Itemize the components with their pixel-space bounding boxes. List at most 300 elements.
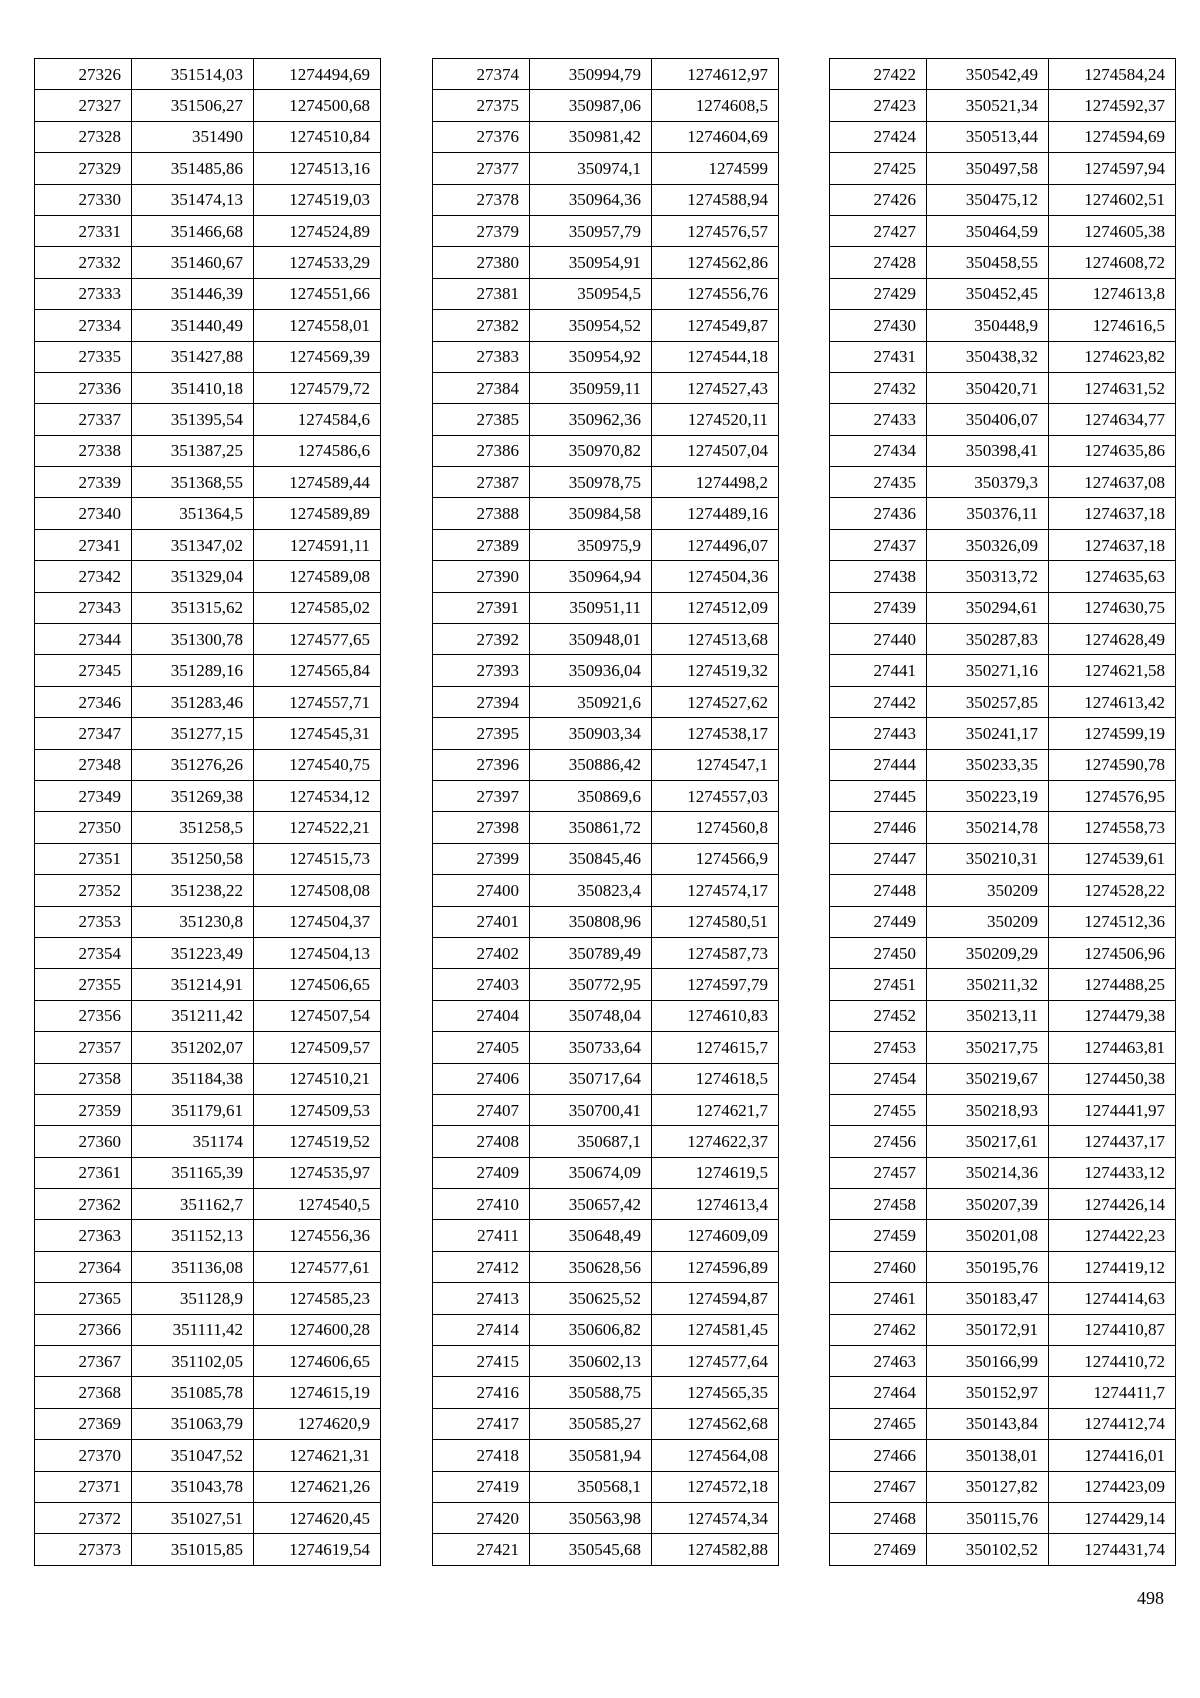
y-coordinate-cell: 1274419,12 <box>1049 1251 1176 1282</box>
x-coordinate-cell: 350954,5 <box>530 278 652 309</box>
y-coordinate-cell: 1274622,37 <box>652 1126 779 1157</box>
x-coordinate-cell: 350700,41 <box>530 1094 652 1125</box>
point-number-cell: 27368 <box>35 1377 132 1408</box>
y-coordinate-cell: 1274411,7 <box>1049 1377 1176 1408</box>
point-number-cell: 27331 <box>35 215 132 246</box>
y-coordinate-cell: 1274431,74 <box>1049 1534 1176 1565</box>
x-coordinate-cell: 350962,36 <box>530 404 652 435</box>
table-row <box>433 341 779 372</box>
y-coordinate-cell: 1274494,69 <box>254 59 381 90</box>
point-number-cell: 27355 <box>35 969 132 1000</box>
x-coordinate-cell: 350464,59 <box>927 215 1049 246</box>
y-coordinate-cell: 1274621,7 <box>652 1094 779 1125</box>
y-coordinate-cell: 1274508,08 <box>254 875 381 906</box>
y-coordinate-cell: 1274549,87 <box>652 310 779 341</box>
x-coordinate-cell: 350497,58 <box>927 153 1049 184</box>
y-coordinate-cell: 1274600,28 <box>254 1314 381 1345</box>
point-number-cell: 27469 <box>830 1534 927 1565</box>
point-number-cell: 27421 <box>433 1534 530 1565</box>
x-coordinate-cell: 351162,7 <box>132 1189 254 1220</box>
x-coordinate-cell: 350211,32 <box>927 969 1049 1000</box>
x-coordinate-cell: 350172,91 <box>927 1314 1049 1345</box>
point-number-cell: 27394 <box>433 686 530 717</box>
point-number-cell: 27457 <box>830 1157 927 1188</box>
point-number-cell: 27441 <box>830 655 927 686</box>
point-number-cell: 27398 <box>433 812 530 843</box>
y-coordinate-cell: 1274504,36 <box>652 561 779 592</box>
point-number-cell: 27416 <box>433 1377 530 1408</box>
table-row <box>35 749 381 780</box>
y-coordinate-cell: 1274574,17 <box>652 875 779 906</box>
x-coordinate-cell: 350376,11 <box>927 498 1049 529</box>
x-coordinate-cell: 350152,97 <box>927 1377 1049 1408</box>
y-coordinate-cell: 1274604,69 <box>652 121 779 152</box>
x-coordinate-cell: 350326,09 <box>927 529 1049 560</box>
coordinate-table-2 <box>432 58 779 1566</box>
x-coordinate-cell: 350513,44 <box>927 121 1049 152</box>
x-coordinate-cell: 350808,96 <box>530 906 652 937</box>
y-coordinate-cell: 1274637,08 <box>1049 467 1176 498</box>
table-row <box>433 1000 779 1031</box>
y-coordinate-cell: 1274534,12 <box>254 780 381 811</box>
table-row <box>433 780 779 811</box>
point-number-cell: 27452 <box>830 1000 927 1031</box>
y-coordinate-cell: 1274509,57 <box>254 1032 381 1063</box>
point-number-cell: 27339 <box>35 467 132 498</box>
x-coordinate-cell: 350921,6 <box>530 686 652 717</box>
y-coordinate-cell: 1274423,09 <box>1049 1471 1176 1502</box>
point-number-cell: 27428 <box>830 247 927 278</box>
table-row <box>35 1189 381 1220</box>
point-number-cell: 27370 <box>35 1440 132 1471</box>
point-number-cell: 27453 <box>830 1032 927 1063</box>
table-row <box>433 121 779 152</box>
table-row <box>35 435 381 466</box>
y-coordinate-cell: 1274565,35 <box>652 1377 779 1408</box>
point-number-cell: 27414 <box>433 1314 530 1345</box>
y-coordinate-cell: 1274610,83 <box>652 1000 779 1031</box>
y-coordinate-cell: 1274597,79 <box>652 969 779 1000</box>
x-coordinate-cell: 351174 <box>132 1126 254 1157</box>
y-coordinate-cell: 1274539,61 <box>1049 843 1176 874</box>
table-row <box>830 1000 1176 1031</box>
x-coordinate-cell: 350657,42 <box>530 1189 652 1220</box>
point-number-cell: 27335 <box>35 341 132 372</box>
x-coordinate-cell: 350218,93 <box>927 1094 1049 1125</box>
table-body <box>830 59 1176 1566</box>
x-coordinate-cell: 350475,12 <box>927 184 1049 215</box>
x-coordinate-cell: 350398,41 <box>927 435 1049 466</box>
table-row <box>433 1440 779 1471</box>
y-coordinate-cell: 1274618,5 <box>652 1063 779 1094</box>
table-row <box>830 937 1176 968</box>
y-coordinate-cell: 1274589,08 <box>254 561 381 592</box>
table-row <box>35 184 381 215</box>
y-coordinate-cell: 1274637,18 <box>1049 498 1176 529</box>
y-coordinate-cell: 1274594,69 <box>1049 121 1176 152</box>
y-coordinate-cell: 1274612,97 <box>652 59 779 90</box>
table-body <box>35 59 381 1566</box>
table-row <box>433 718 779 749</box>
y-coordinate-cell: 1274507,04 <box>652 435 779 466</box>
x-coordinate-cell: 350588,75 <box>530 1377 652 1408</box>
point-number-cell: 27328 <box>35 121 132 152</box>
point-number-cell: 27356 <box>35 1000 132 1031</box>
y-coordinate-cell: 1274599 <box>652 153 779 184</box>
y-coordinate-cell: 1274615,19 <box>254 1377 381 1408</box>
point-number-cell: 27384 <box>433 372 530 403</box>
table-row <box>35 1346 381 1377</box>
point-number-cell: 27346 <box>35 686 132 717</box>
y-coordinate-cell: 1274551,66 <box>254 278 381 309</box>
table-row <box>35 906 381 937</box>
x-coordinate-cell: 351063,79 <box>132 1408 254 1439</box>
y-coordinate-cell: 1274585,02 <box>254 592 381 623</box>
x-coordinate-cell: 350951,11 <box>530 592 652 623</box>
x-coordinate-cell: 350861,72 <box>530 812 652 843</box>
point-number-cell: 27450 <box>830 937 927 968</box>
y-coordinate-cell: 1274412,74 <box>1049 1408 1176 1439</box>
y-coordinate-cell: 1274498,2 <box>652 467 779 498</box>
y-coordinate-cell: 1274519,03 <box>254 184 381 215</box>
point-number-cell: 27419 <box>433 1471 530 1502</box>
y-coordinate-cell: 1274410,87 <box>1049 1314 1176 1345</box>
point-number-cell: 27438 <box>830 561 927 592</box>
table-row <box>35 686 381 717</box>
y-coordinate-cell: 1274620,45 <box>254 1502 381 1533</box>
point-number-cell: 27358 <box>35 1063 132 1094</box>
x-coordinate-cell: 351111,42 <box>132 1314 254 1345</box>
table-row <box>433 1032 779 1063</box>
x-coordinate-cell: 350748,04 <box>530 1000 652 1031</box>
point-number-cell: 27424 <box>830 121 927 152</box>
coordinate-table-3 <box>829 58 1176 1566</box>
y-coordinate-cell: 1274586,6 <box>254 435 381 466</box>
x-coordinate-cell: 350287,83 <box>927 624 1049 655</box>
point-number-cell: 27326 <box>35 59 132 90</box>
table-row <box>830 1189 1176 1220</box>
point-number-cell: 27332 <box>35 247 132 278</box>
x-coordinate-cell: 350959,11 <box>530 372 652 403</box>
point-number-cell: 27361 <box>35 1157 132 1188</box>
y-coordinate-cell: 1274619,54 <box>254 1534 381 1565</box>
x-coordinate-cell: 350127,82 <box>927 1471 1049 1502</box>
x-coordinate-cell: 351506,27 <box>132 90 254 121</box>
point-number-cell: 27430 <box>830 310 927 341</box>
table-row <box>35 624 381 655</box>
table-row <box>35 812 381 843</box>
table-row <box>830 59 1176 90</box>
table-row <box>830 1314 1176 1345</box>
y-coordinate-cell: 1274540,75 <box>254 749 381 780</box>
y-coordinate-cell: 1274560,8 <box>652 812 779 843</box>
y-coordinate-cell: 1274635,63 <box>1049 561 1176 592</box>
y-coordinate-cell: 1274544,18 <box>652 341 779 372</box>
table-body <box>433 59 779 1566</box>
x-coordinate-cell: 350438,32 <box>927 341 1049 372</box>
point-number-cell: 27467 <box>830 1471 927 1502</box>
table-row <box>830 749 1176 780</box>
x-coordinate-cell: 350452,45 <box>927 278 1049 309</box>
table-row <box>35 310 381 341</box>
y-coordinate-cell: 1274590,78 <box>1049 749 1176 780</box>
table-row <box>830 780 1176 811</box>
table-row <box>35 780 381 811</box>
x-coordinate-cell: 351289,16 <box>132 655 254 686</box>
y-coordinate-cell: 1274520,11 <box>652 404 779 435</box>
x-coordinate-cell: 351485,86 <box>132 153 254 184</box>
x-coordinate-cell: 351387,25 <box>132 435 254 466</box>
table-row <box>35 875 381 906</box>
x-coordinate-cell: 351395,54 <box>132 404 254 435</box>
x-coordinate-cell: 350903,34 <box>530 718 652 749</box>
x-coordinate-cell: 350585,27 <box>530 1408 652 1439</box>
y-coordinate-cell: 1274597,94 <box>1049 153 1176 184</box>
point-number-cell: 27348 <box>35 749 132 780</box>
x-coordinate-cell: 350448,9 <box>927 310 1049 341</box>
y-coordinate-cell: 1274506,96 <box>1049 937 1176 968</box>
point-number-cell: 27327 <box>35 90 132 121</box>
x-coordinate-cell: 351269,38 <box>132 780 254 811</box>
x-coordinate-cell: 350994,79 <box>530 59 652 90</box>
x-coordinate-cell: 350219,67 <box>927 1063 1049 1094</box>
point-number-cell: 27461 <box>830 1283 927 1314</box>
point-number-cell: 27468 <box>830 1502 927 1533</box>
y-coordinate-cell: 1274519,32 <box>652 655 779 686</box>
x-coordinate-cell: 350217,75 <box>927 1032 1049 1063</box>
table-row <box>35 969 381 1000</box>
table-row <box>35 1471 381 1502</box>
point-number-cell: 27359 <box>35 1094 132 1125</box>
y-coordinate-cell: 1274576,95 <box>1049 780 1176 811</box>
x-coordinate-cell: 350772,95 <box>530 969 652 1000</box>
x-coordinate-cell: 351238,22 <box>132 875 254 906</box>
point-number-cell: 27413 <box>433 1283 530 1314</box>
table-row <box>433 215 779 246</box>
table-row <box>830 247 1176 278</box>
y-coordinate-cell: 1274577,65 <box>254 624 381 655</box>
x-coordinate-cell: 350563,98 <box>530 1502 652 1533</box>
y-coordinate-cell: 1274613,4 <box>652 1189 779 1220</box>
point-number-cell: 27337 <box>35 404 132 435</box>
x-coordinate-cell: 350207,39 <box>927 1189 1049 1220</box>
table-row <box>35 1000 381 1031</box>
table-row <box>830 1157 1176 1188</box>
point-number-cell: 27426 <box>830 184 927 215</box>
y-coordinate-cell: 1274579,72 <box>254 372 381 403</box>
x-coordinate-cell: 350143,84 <box>927 1408 1049 1439</box>
y-coordinate-cell: 1274613,42 <box>1049 686 1176 717</box>
y-coordinate-cell: 1274547,1 <box>652 749 779 780</box>
y-coordinate-cell: 1274510,21 <box>254 1063 381 1094</box>
point-number-cell: 27454 <box>830 1063 927 1094</box>
table-row <box>35 1251 381 1282</box>
point-number-cell: 27442 <box>830 686 927 717</box>
y-coordinate-cell: 1274637,18 <box>1049 529 1176 560</box>
y-coordinate-cell: 1274414,63 <box>1049 1283 1176 1314</box>
table-row <box>35 121 381 152</box>
point-number-cell: 27360 <box>35 1126 132 1157</box>
point-number-cell: 27401 <box>433 906 530 937</box>
y-coordinate-cell: 1274616,5 <box>1049 310 1176 341</box>
point-number-cell: 27399 <box>433 843 530 874</box>
point-number-cell: 27350 <box>35 812 132 843</box>
point-number-cell: 27377 <box>433 153 530 184</box>
point-number-cell: 27396 <box>433 749 530 780</box>
point-number-cell: 27336 <box>35 372 132 403</box>
table-row <box>433 1314 779 1345</box>
table-row <box>830 372 1176 403</box>
y-coordinate-cell: 1274509,53 <box>254 1094 381 1125</box>
y-coordinate-cell: 1274416,01 <box>1049 1440 1176 1471</box>
point-number-cell: 27417 <box>433 1408 530 1439</box>
table-row <box>433 435 779 466</box>
x-coordinate-cell: 350183,47 <box>927 1283 1049 1314</box>
y-coordinate-cell: 1274605,38 <box>1049 215 1176 246</box>
point-number-cell: 27406 <box>433 1063 530 1094</box>
x-coordinate-cell: 351085,78 <box>132 1377 254 1408</box>
y-coordinate-cell: 1274538,17 <box>652 718 779 749</box>
table-row <box>433 153 779 184</box>
y-coordinate-cell: 1274528,22 <box>1049 875 1176 906</box>
y-coordinate-cell: 1274634,77 <box>1049 404 1176 435</box>
x-coordinate-cell: 351347,02 <box>132 529 254 560</box>
y-coordinate-cell: 1274545,31 <box>254 718 381 749</box>
y-coordinate-cell: 1274512,36 <box>1049 906 1176 937</box>
x-coordinate-cell: 350201,08 <box>927 1220 1049 1251</box>
table-row <box>433 969 779 1000</box>
x-coordinate-cell: 351250,58 <box>132 843 254 874</box>
table-row <box>433 529 779 560</box>
table-row <box>830 1094 1176 1125</box>
y-coordinate-cell: 1274594,87 <box>652 1283 779 1314</box>
y-coordinate-cell: 1274587,73 <box>652 937 779 968</box>
point-number-cell: 27387 <box>433 467 530 498</box>
point-number-cell: 27373 <box>35 1534 132 1565</box>
table-row <box>830 341 1176 372</box>
x-coordinate-cell: 351300,78 <box>132 624 254 655</box>
x-coordinate-cell: 351027,51 <box>132 1502 254 1533</box>
y-coordinate-cell: 1274558,73 <box>1049 812 1176 843</box>
y-coordinate-cell: 1274596,89 <box>652 1251 779 1282</box>
point-number-cell: 27390 <box>433 561 530 592</box>
table-row <box>830 1283 1176 1314</box>
y-coordinate-cell: 1274524,89 <box>254 215 381 246</box>
x-coordinate-cell: 351211,42 <box>132 1000 254 1031</box>
y-coordinate-cell: 1274621,58 <box>1049 655 1176 686</box>
point-number-cell: 27412 <box>433 1251 530 1282</box>
y-coordinate-cell: 1274588,94 <box>652 184 779 215</box>
table-row <box>35 561 381 592</box>
x-coordinate-cell: 350987,06 <box>530 90 652 121</box>
point-number-cell: 27365 <box>35 1283 132 1314</box>
table-row <box>830 718 1176 749</box>
y-coordinate-cell: 1274558,01 <box>254 310 381 341</box>
table-row <box>35 1126 381 1157</box>
point-number-cell: 27340 <box>35 498 132 529</box>
table-row <box>830 1346 1176 1377</box>
table-row <box>35 529 381 560</box>
point-number-cell: 27436 <box>830 498 927 529</box>
table-row <box>433 467 779 498</box>
point-number-cell: 27449 <box>830 906 927 937</box>
point-number-cell: 27349 <box>35 780 132 811</box>
table-row <box>433 1534 779 1565</box>
x-coordinate-cell: 350209 <box>927 906 1049 937</box>
table-row <box>830 686 1176 717</box>
x-coordinate-cell: 350102,52 <box>927 1534 1049 1565</box>
y-coordinate-cell: 1274527,43 <box>652 372 779 403</box>
y-coordinate-cell: 1274621,26 <box>254 1471 381 1502</box>
point-number-cell: 27343 <box>35 592 132 623</box>
point-number-cell: 27381 <box>433 278 530 309</box>
table-row <box>35 655 381 686</box>
y-coordinate-cell: 1274557,71 <box>254 686 381 717</box>
x-coordinate-cell: 350954,92 <box>530 341 652 372</box>
x-coordinate-cell: 350970,82 <box>530 435 652 466</box>
y-coordinate-cell: 1274592,37 <box>1049 90 1176 121</box>
point-number-cell: 27379 <box>433 215 530 246</box>
x-coordinate-cell: 351043,78 <box>132 1471 254 1502</box>
y-coordinate-cell: 1274504,13 <box>254 937 381 968</box>
x-coordinate-cell: 351329,04 <box>132 561 254 592</box>
y-coordinate-cell: 1274580,51 <box>652 906 779 937</box>
table-row <box>433 247 779 278</box>
table-row <box>433 1157 779 1188</box>
table-row <box>433 1502 779 1533</box>
table-row <box>35 498 381 529</box>
table-row <box>433 1063 779 1094</box>
table-row <box>35 153 381 184</box>
y-coordinate-cell: 1274410,72 <box>1049 1346 1176 1377</box>
x-coordinate-cell: 350978,75 <box>530 467 652 498</box>
y-coordinate-cell: 1274515,73 <box>254 843 381 874</box>
x-coordinate-cell: 350648,49 <box>530 1220 652 1251</box>
table-row <box>433 686 779 717</box>
point-number-cell: 27393 <box>433 655 530 686</box>
table-row <box>433 843 779 874</box>
x-coordinate-cell: 350964,36 <box>530 184 652 215</box>
table-row <box>433 1471 779 1502</box>
table-row <box>433 624 779 655</box>
y-coordinate-cell: 1274566,9 <box>652 843 779 874</box>
point-number-cell: 27415 <box>433 1346 530 1377</box>
point-number-cell: 27389 <box>433 529 530 560</box>
point-number-cell: 27395 <box>433 718 530 749</box>
table-row <box>433 404 779 435</box>
x-coordinate-cell: 351047,52 <box>132 1440 254 1471</box>
point-number-cell: 27363 <box>35 1220 132 1251</box>
x-coordinate-cell: 350869,6 <box>530 780 652 811</box>
table-row <box>433 1283 779 1314</box>
x-coordinate-cell: 350115,76 <box>927 1502 1049 1533</box>
point-number-cell: 27338 <box>35 435 132 466</box>
x-coordinate-cell: 350213,11 <box>927 1000 1049 1031</box>
point-number-cell: 27347 <box>35 718 132 749</box>
x-coordinate-cell: 350936,04 <box>530 655 652 686</box>
point-number-cell: 27451 <box>830 969 927 1000</box>
table-row <box>35 341 381 372</box>
x-coordinate-cell: 351277,15 <box>132 718 254 749</box>
table-row <box>433 184 779 215</box>
point-number-cell: 27367 <box>35 1346 132 1377</box>
table-row <box>433 561 779 592</box>
table-row <box>830 498 1176 529</box>
point-number-cell: 27351 <box>35 843 132 874</box>
table-row <box>433 592 779 623</box>
table-row <box>433 1126 779 1157</box>
table-row <box>35 1283 381 1314</box>
